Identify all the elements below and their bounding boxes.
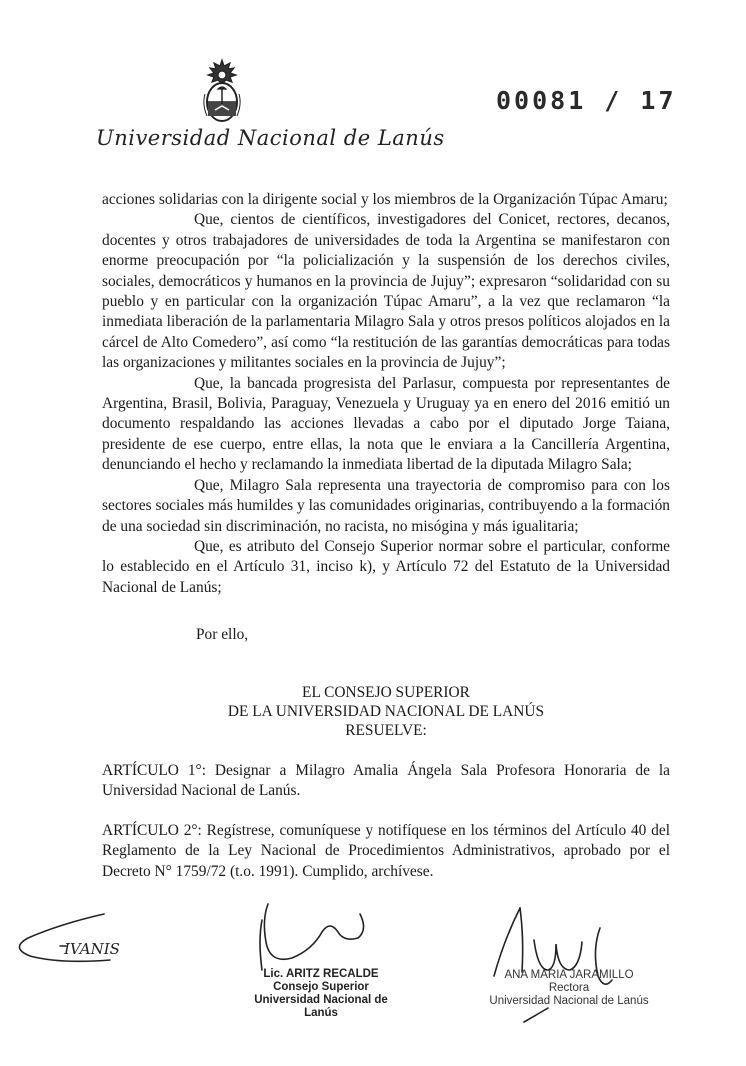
heading-line: DE LA UNIVERSIDAD NACIONAL DE LANÚS bbox=[227, 703, 545, 720]
resolution-heading bbox=[102, 683, 670, 740]
signature-block-jaramillo bbox=[484, 969, 654, 1008]
considerando-paragraph: Que, Milagro Sala representa una trayectoria de compromiso para con los sectores sociales más humildes y las comunidades originarias, contribuyendo a la formación de una sociedad sin discriminación, no racista, no misógina y más igualitaria; bbox=[102, 476, 670, 535]
article-1: ARTÍCULO 1°: Designar a Milagro Amalia Ángela Sala Profesora Honoraria de la Universidad Nacional de Lanús. bbox=[102, 762, 670, 800]
considerando-paragraph: Que, es atributo del Consejo Superior normar sobre el particular, conforme lo establecido en el Artículo 31, inciso k), y Artículo 72 del Estatuto de la Universidad Nacional de Lanús; bbox=[102, 537, 670, 596]
signature-block-recalde bbox=[236, 968, 406, 1020]
considerando-paragraph: acciones solidarias con la dirigente social y los miembros de la Organización Túpac Amaru; bbox=[102, 191, 668, 208]
signer-role: Consejo Superior bbox=[273, 981, 369, 993]
signer-name: Lic. ARITZ RECALDE bbox=[263, 968, 379, 980]
signer-name: ANA MARIA JARAMILLO bbox=[504, 969, 634, 981]
initials-text: IVANIS bbox=[64, 940, 120, 958]
signer-institution: Universidad Nacional de Lanús bbox=[254, 994, 388, 1019]
considerando-paragraph: Que, la bancada progresista del Parlasur, compuesta por representantes de Argentina, Brasil, Bolivia, Paraguay, Venezuela y Uruguay ya en enero del 2016 emitió un documento respaldando las acciones llevadas a cabo por el diputado Jorge Taiana, presidente de ese cuerpo, entre ellas, la nota que le enviara a la Cancillería Argentina, denunciando el hecho y reclamando la inmediata libertad de la diputada Milagro Sala; bbox=[102, 374, 670, 474]
recalde-signature bbox=[264, 904, 363, 959]
heading-line: RESUELVE: bbox=[345, 722, 427, 739]
considerando-paragraph: Que, cientos de científicos, investigadores del Conicet, rectores, decanos, docentes y otros trabajadores de universidades de toda la Argentina se manifestaron con enorme preocupación por “la policialización y la suspensión de los derechos civiles, sociales, democráticos y humanos en la provincia de Jujuy”; expresaron “solidaridad con su pueblo y en particular con la organización Túpac Amaru”, a la vez que reclamaron “la inmediata liberación de la parlamentaria Milagro Sala y otros presos políticos alojados en la cárcel de Alto Comedero”, así como “la restitución de las garantías democráticas para todas las organizaciones y militantes sociales en la provincia de Jujuy”; bbox=[102, 211, 670, 372]
document-number: 00081 / 17 bbox=[496, 86, 677, 115]
university-letterhead: Universidad Nacional de Lanús bbox=[96, 126, 445, 150]
article-2: ARTÍCULO 2°: Regístrese, comuníquese y notifíquese en los términos del Artículo 40 del Reglamento de la Ley Nacional de Procedimientos Administrativos, aprobado por el Decreto N° 1759/72 (t.o. 1991). Cumplido, archívese. bbox=[102, 822, 670, 880]
heading-line: EL CONSEJO SUPERIOR bbox=[302, 684, 470, 701]
signer-role: Rectora bbox=[548, 982, 590, 994]
coat-of-arms-icon bbox=[201, 58, 243, 124]
por-ello-text: Por ello, bbox=[196, 626, 249, 643]
signer-institution: Universidad Nacional de Lanús bbox=[489, 995, 649, 1007]
jaramillo-signature bbox=[494, 908, 520, 976]
considerandos-section bbox=[102, 190, 670, 598]
